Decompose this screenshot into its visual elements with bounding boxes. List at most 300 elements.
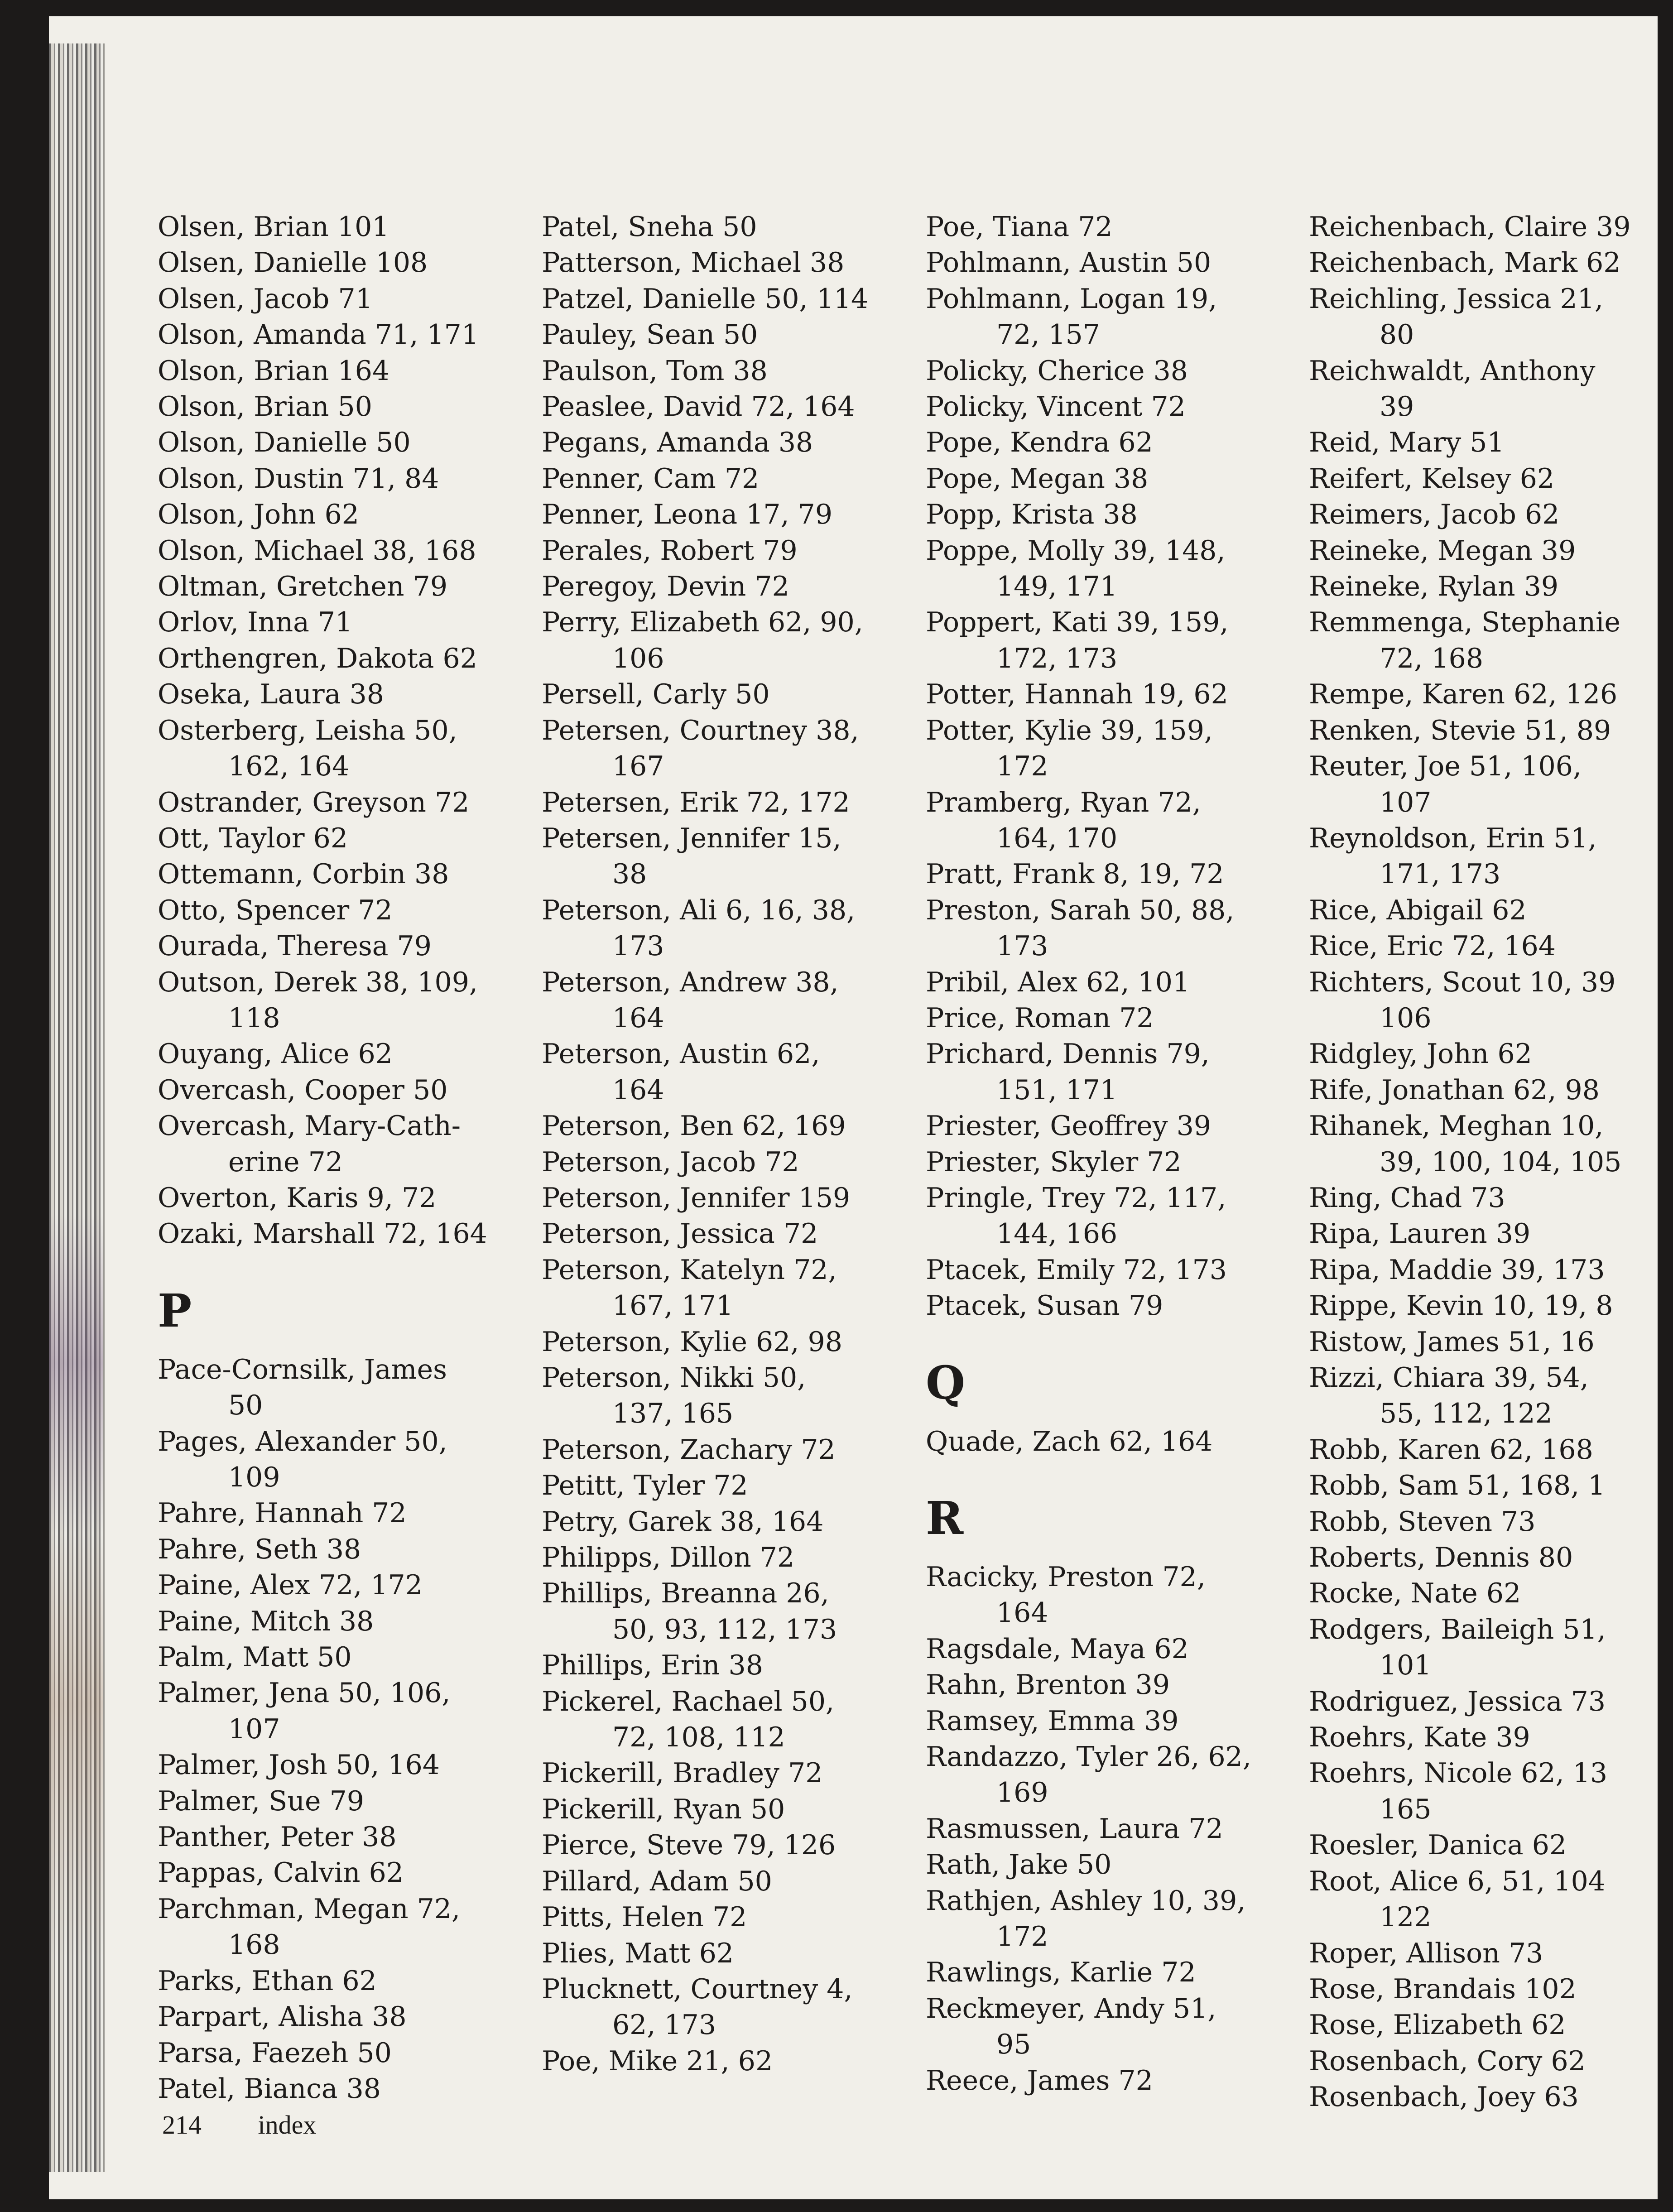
entry-pages: 10, (1560, 1110, 1604, 1142)
entry-pages: 51 (1470, 427, 1505, 459)
index-entry (1309, 1360, 1658, 1396)
index-entry (926, 677, 1288, 712)
entry-name: Rosenbach, Joey (1309, 2081, 1536, 2113)
entry-continuation: 55, 112, 122 (1380, 1398, 1553, 1430)
entry-name: Pegans, Amanda (542, 427, 770, 459)
entry-pages: 50, (762, 1362, 806, 1394)
index-entry (158, 497, 520, 533)
page-number: 214 (162, 2110, 202, 2140)
index-entry (542, 1648, 904, 1683)
letter-heading: P (158, 1284, 192, 1337)
entry-continuation: 101 (1380, 1649, 1432, 1682)
entry-name: Ptacek, Emily (926, 1254, 1115, 1286)
index-entry (1309, 2079, 1658, 2115)
entry-continuation: 172, 173 (996, 642, 1118, 674)
index-entry (926, 893, 1288, 928)
entry-pages: 39, 173 (1501, 1254, 1605, 1286)
entry-name: Olson, John (158, 499, 316, 531)
index-entry (542, 1684, 904, 1720)
entry-name: Rihanek, Meghan (1309, 1110, 1552, 1142)
entry-name: Petry, Garek (542, 1505, 712, 1538)
entry-name: Paine, Mitch (158, 1605, 331, 1637)
index-entry (926, 713, 1288, 749)
entry-continuation: 151, 171 (996, 1074, 1118, 1106)
entry-continuation: 173 (996, 930, 1048, 962)
entry-continuation: 72, 108, 112 (612, 1722, 785, 1754)
entry-pages: 50 (337, 391, 372, 423)
entry-name: Persell, Carly (542, 678, 727, 711)
entry-pages: 62, 164 (1109, 1425, 1213, 1457)
entry-continuation: 167, 171 (612, 1290, 734, 1322)
entry-pages: 26, (786, 1577, 829, 1610)
entry-pages: 39 (1596, 211, 1631, 243)
entry-pages: 73 (1501, 1505, 1536, 1538)
entry-continuation: 109 (228, 1462, 280, 1493)
entry-pages: 72 (788, 1757, 823, 1789)
index-entry (158, 281, 520, 317)
entry-pages: 72 (1188, 1813, 1223, 1845)
entry-continuation: 106 (612, 642, 664, 674)
entry-pages: 21, (1560, 283, 1603, 315)
entry-name: Richters, Scout (1309, 966, 1521, 998)
entry-pages: 62, 98 (1513, 1074, 1600, 1106)
entry-pages: 79, 126 (732, 1829, 836, 1861)
entry-pages: 39, 159, (1116, 606, 1229, 639)
entry-pages: 38 (728, 1649, 763, 1682)
entry-pages: 73 (1508, 1937, 1543, 1969)
entry-name: Peregoy, Devin (542, 571, 746, 603)
page-footer (162, 2110, 316, 2140)
entry-continuation: 62, 173 (612, 2009, 716, 2041)
entry-continuation: 164 (612, 1074, 664, 1106)
index-entry (926, 1036, 1288, 1072)
entry-pages: 72 (755, 571, 789, 603)
index-entry (158, 533, 520, 569)
entry-pages: 72 (1151, 391, 1186, 423)
entry-name: Reuter, Joe (1309, 750, 1461, 783)
index-entry (1309, 1827, 1658, 1863)
entry-pages: 62 (1551, 2045, 1586, 2077)
entry-pages: 62, 13 (1521, 1757, 1608, 1789)
entry-name: Palmer, Josh (158, 1749, 327, 1781)
entry-continuation: 72, 157 (996, 319, 1101, 351)
index-entry (158, 1216, 520, 1252)
index-entry (926, 1811, 1288, 1847)
index-entry (1309, 1755, 1658, 1791)
entry-pages: 19, (1173, 283, 1217, 315)
index-entry (1309, 209, 1658, 245)
entry-continuation: 107 (228, 1713, 280, 1745)
entry-pages: 39 (1144, 1705, 1179, 1737)
entry-pages: 72 (1118, 2064, 1153, 2097)
entry-name: Rodriguez, Jessica (1309, 1685, 1562, 1717)
entry-name: Peterson, Jessica (542, 1218, 775, 1250)
entry-name: Robb, Karen (1309, 1433, 1481, 1466)
entry-continuation: 164 (612, 1002, 664, 1034)
index-entry (1309, 2007, 1658, 2043)
index-entry (158, 389, 520, 425)
entry-pages: 62 (1497, 1038, 1532, 1070)
entry-name: Peterson, Ali (542, 894, 717, 926)
index-entry (542, 1216, 904, 1252)
index-entry (158, 893, 520, 928)
entry-name: Paine, Alex (158, 1569, 310, 1601)
index-entry (542, 605, 904, 640)
entry-pages: 51, (1553, 822, 1597, 854)
index-entry (1309, 1216, 1658, 1252)
index-entry (158, 1640, 520, 1675)
index-entry (1309, 353, 1658, 389)
entry-name: Olson, Brian (158, 355, 329, 387)
entry-name: Rathjen, Ashley (926, 1885, 1142, 1917)
entry-pages: 62 (358, 1038, 393, 1070)
entry-name: Penner, Leona (542, 499, 738, 531)
entry-pages: 71 (317, 606, 353, 639)
entry-pages: 38, (795, 966, 839, 998)
index-entry (1309, 1324, 1658, 1360)
entry-name: Phillips, Breanna (542, 1577, 778, 1610)
index-entry (1309, 1972, 1658, 2007)
entry-name: Penner, Cam (542, 462, 716, 495)
entry-name: Overton, Karis (158, 1182, 359, 1214)
index-entry (926, 1667, 1288, 1703)
index-entry (542, 1972, 904, 2007)
entry-pages: 6, 16, 38, (725, 894, 856, 926)
entry-name: Rice, Abigail (1309, 894, 1484, 926)
entry-pages: 62, 169 (742, 1110, 846, 1142)
entry-continuation: 164 (996, 1597, 1048, 1629)
entry-name: Overcash, Mary-Cath- (158, 1110, 461, 1142)
entry-name: Peterson, Jennifer (542, 1182, 790, 1214)
entry-pages: 38 (1113, 462, 1149, 495)
entry-name: Reichwaldt, Anthony (1309, 355, 1596, 387)
index-entry (542, 713, 904, 749)
index-entry (926, 533, 1288, 569)
entry-pages: 72 (783, 1218, 818, 1250)
entry-name: Prichard, Dennis (926, 1038, 1158, 1070)
entry-pages: 50 (722, 211, 757, 243)
entry-name: Roesler, Danica (1309, 1829, 1524, 1861)
entry-continuation: 50, 93, 112, 173 (612, 1613, 837, 1645)
entry-pages: 38 (372, 2001, 407, 2033)
entry-pages: 72 (435, 786, 470, 818)
index-entry (926, 605, 1288, 640)
entry-pages: 50, 88, (1139, 894, 1235, 926)
entry-pages: 4, (827, 1973, 853, 2005)
entry-pages: 38 (733, 355, 768, 387)
entry-pages: 50, (404, 1425, 447, 1457)
entry-pages: 15, (798, 822, 841, 854)
entry-name: Rose, Brandais (1309, 1973, 1516, 2005)
index-entry (1309, 1684, 1658, 1720)
index-entry (1309, 965, 1658, 1000)
index-entry (158, 1604, 520, 1640)
index-entry (1309, 1720, 1658, 1755)
entry-continuation: 165 (1380, 1793, 1432, 1825)
entry-pages: 62, (776, 1038, 820, 1070)
index-entry (542, 281, 904, 317)
entry-pages: 51, 168, 1 (1467, 1470, 1606, 1502)
entry-pages: 108 (375, 247, 428, 279)
entry-pages: 38 (362, 1821, 397, 1853)
index-entry (542, 209, 904, 245)
entry-pages: 51, 106, (1469, 750, 1582, 783)
entry-name: Parks, Ethan (158, 1965, 334, 1997)
index-entry (926, 209, 1288, 245)
index-entry (926, 1883, 1288, 1919)
entry-pages: 38 (346, 2073, 381, 2105)
index-entry (1309, 1252, 1658, 1288)
index-entry (926, 1424, 1288, 1460)
entry-name: Rawlings, Karlie (926, 1957, 1153, 1989)
entry-name: Peterson, Austin (542, 1038, 768, 1070)
entry-continuation: 39, 100, 104, 105 (1380, 1146, 1622, 1178)
index-column-3 (926, 209, 1288, 2099)
index-entry (1309, 893, 1658, 928)
entry-name: Peterson, Katelyn (542, 1254, 785, 1286)
index-entry (158, 1532, 520, 1568)
entry-pages: 38 (339, 1605, 374, 1637)
index-entry (542, 893, 904, 928)
entry-name: Roehrs, Kate (1309, 1722, 1487, 1754)
entry-pages: 39 (1541, 534, 1576, 567)
entry-pages: 101 (337, 211, 389, 243)
entry-pages: 62, 101 (1086, 966, 1190, 998)
entry-pages: 50, 106, (338, 1677, 451, 1709)
entry-pages: 39 (1176, 1110, 1211, 1142)
index-entry (542, 389, 904, 425)
index-entry (542, 245, 904, 281)
entry-pages: 62 (699, 1937, 734, 1969)
entry-pages: 50, 164 (336, 1749, 440, 1781)
entry-pages: 80 (1538, 1542, 1573, 1574)
entry-name: Racicky, Preston (926, 1561, 1154, 1593)
index-entry (542, 1540, 904, 1576)
entry-continuation: 173 (612, 930, 664, 962)
entry-pages: 39 (1495, 1722, 1530, 1754)
entry-continuation: 106 (1380, 1002, 1432, 1034)
entry-name: Reichenbach, Claire (1309, 211, 1588, 243)
entry-pages: 71, 84 (352, 462, 439, 495)
index-entry (158, 2035, 520, 2071)
index-entry (926, 1288, 1288, 1324)
index-entry (542, 461, 904, 497)
entry-name: Pickerill, Ryan (542, 1793, 742, 1825)
entry-pages: 50 (413, 1074, 448, 1106)
entry-name: Ring, Chad (1309, 1182, 1462, 1214)
entry-name: Ptacek, Susan (926, 1290, 1120, 1322)
entry-name: Parpart, Alisha (158, 2001, 364, 2033)
entry-name: Rosenbach, Cory (1309, 2045, 1543, 2077)
entry-name: Phillips, Erin (542, 1649, 720, 1682)
entry-name: Rippe, Kevin (1309, 1290, 1484, 1322)
index-entry (542, 1827, 904, 1863)
index-entry (926, 785, 1288, 821)
index-entry (926, 1559, 1288, 1595)
entry-name: Palmer, Jena (158, 1677, 330, 1709)
entry-pages: 72, 172 (318, 1569, 423, 1601)
entry-name: Olson, Amanda (158, 319, 366, 351)
entry-continuation: 172 (996, 1921, 1048, 1953)
entry-name: Pickerel, Rachael (542, 1685, 783, 1717)
entry-name: Ripa, Lauren (1309, 1218, 1487, 1250)
entry-name: Palm, Matt (158, 1641, 309, 1673)
entry-name: Olson, Michael (158, 534, 364, 567)
index-entry (158, 1675, 520, 1711)
index-entry (158, 1999, 520, 2035)
entry-name: Panther, Peter (158, 1821, 354, 1853)
entry-name: Petersen, Erik (542, 786, 738, 818)
entry-continuation: 72, 168 (1380, 642, 1484, 674)
index-entry (542, 353, 904, 389)
entry-name: Randazzo, Tyler (926, 1741, 1148, 1773)
entry-continuation: 137, 165 (612, 1398, 734, 1430)
entry-name: Olson, Danielle (158, 427, 368, 459)
index-entry (158, 677, 520, 712)
index-entry (158, 1036, 520, 1072)
index-entry (542, 569, 904, 605)
index-entry (1309, 533, 1658, 569)
entry-pages: 62 (324, 499, 359, 531)
entry-pages: 50, (791, 1685, 835, 1717)
letter-heading: R (926, 1491, 964, 1545)
entry-pages: 72, 164 (383, 1218, 487, 1250)
entry-name: Poe, Tiana (926, 211, 1070, 243)
index-entry (1309, 1036, 1658, 1072)
index-entry (1309, 1432, 1658, 1468)
entry-pages: 62 (1486, 1577, 1521, 1610)
entry-pages: 72 (760, 1542, 795, 1574)
entry-continuation: 80 (1380, 319, 1414, 351)
index-entry (542, 1360, 904, 1396)
entry-name: Potter, Kylie (926, 714, 1092, 746)
entry-pages: 72 (358, 894, 393, 926)
entry-name: Outson, Derek (158, 966, 357, 998)
yearbook-index-page (49, 16, 1658, 2199)
entry-name: Pillard, Adam (542, 1865, 729, 1897)
index-entry (1309, 1936, 1658, 1972)
entry-pages: 62 (442, 642, 477, 674)
entry-pages: 38 (414, 858, 449, 890)
entry-name: Rath, Jake (926, 1849, 1068, 1881)
entry-name: Reimers, Jacob (1309, 499, 1516, 531)
entry-pages: 79 (397, 930, 432, 962)
index-entry (1309, 425, 1658, 461)
entry-name: Peterson, Andrew (542, 966, 787, 998)
index-entry (158, 641, 520, 677)
entry-pages: 164 (337, 355, 390, 387)
index-entry (542, 1504, 904, 1540)
index-entry (158, 1819, 520, 1855)
index-entry (1309, 1180, 1658, 1216)
entry-pages: 72, (1162, 1561, 1206, 1593)
entry-continuation: 95 (996, 2029, 1031, 2061)
entry-pages: 72 (724, 462, 760, 495)
entry-name: Popp, Krista (926, 499, 1095, 531)
entry-pages: 73 (1571, 1685, 1606, 1717)
entry-continuation: 167 (612, 750, 664, 783)
entry-pages: 50, (414, 714, 457, 746)
entry-pages: 51, (1173, 1992, 1216, 2024)
index-entry (926, 1955, 1288, 1991)
index-entry (926, 1631, 1288, 1667)
index-entry (158, 317, 520, 353)
entry-name: Ott, Taylor (158, 822, 305, 854)
index-entry (158, 209, 520, 245)
entry-name: Peterson, Zachary (542, 1433, 793, 1466)
entry-pages: 102 (1524, 1973, 1577, 2005)
entry-name: Orlov, Inna (158, 606, 309, 639)
entry-name: Palmer, Sue (158, 1785, 321, 1817)
entry-pages: 9, 72 (367, 1182, 437, 1214)
index-entry (158, 856, 520, 892)
entry-name: Osterberg, Leisha (158, 714, 406, 746)
index-entry (158, 821, 520, 856)
index-entry (542, 533, 904, 569)
entry-pages: 72 (1147, 1146, 1182, 1178)
entry-pages: 72 (712, 1901, 747, 1933)
index-entry (1309, 281, 1658, 317)
index-entry (926, 856, 1288, 892)
entry-pages: 72 (1119, 1002, 1154, 1034)
entry-pages: 63 (1544, 2081, 1579, 2113)
index-entry (158, 1963, 520, 1999)
entry-pages: 62, 98 (756, 1326, 842, 1358)
index-entry (158, 1747, 520, 1783)
entry-name: Poe, Mike (542, 2045, 678, 2077)
index-entry (158, 1568, 520, 1603)
index-entry (926, 425, 1288, 461)
entry-name: Pauley, Sean (542, 319, 715, 351)
entry-pages: 21, 62 (686, 2045, 773, 2077)
index-entry (158, 245, 520, 281)
entry-name: Ostrander, Greyson (158, 786, 426, 818)
entry-name: Pace-Cornsilk, James (158, 1353, 447, 1385)
index-entry (1309, 821, 1658, 856)
index-entry (158, 353, 520, 389)
entry-pages: 50 (735, 678, 770, 711)
entry-pages: 8, 19, 72 (1103, 858, 1224, 890)
entry-pages: 62, 90, (768, 606, 863, 639)
index-entry (1309, 605, 1658, 640)
index-entry (1309, 749, 1658, 784)
entry-name: Olsen, Danielle (158, 247, 367, 279)
entry-pages: 38 (326, 1533, 361, 1565)
entry-name: Petersen, Courtney (542, 714, 808, 746)
entry-pages: 62 (1118, 427, 1153, 459)
index-entry (542, 821, 904, 856)
entry-pages: 72, 117, (1114, 1182, 1226, 1214)
index-entry (158, 1072, 520, 1108)
entry-continuation: 122 (1380, 1901, 1432, 1933)
entry-name: Rasmussen, Laura (926, 1813, 1180, 1845)
index-entry (542, 425, 904, 461)
index-entry (158, 461, 520, 497)
index-entry (1309, 928, 1658, 964)
entry-name: Philipps, Dillon (542, 1542, 751, 1574)
index-entry (1309, 1504, 1658, 1540)
entry-pages: 6, 51, 104 (1467, 1865, 1606, 1897)
entry-name: Paulson, Tom (542, 355, 725, 387)
entry-continuation: 168 (228, 1929, 280, 1961)
entry-name: Patel, Bianca (158, 2073, 338, 2105)
entry-continuation: 118 (228, 1002, 280, 1034)
entry-name: Ourada, Theresa (158, 930, 389, 962)
index-entry (158, 928, 520, 964)
entry-pages: 72, (417, 1893, 461, 1925)
entry-name: Plies, Matt (542, 1937, 691, 1969)
index-entry (926, 1847, 1288, 1883)
